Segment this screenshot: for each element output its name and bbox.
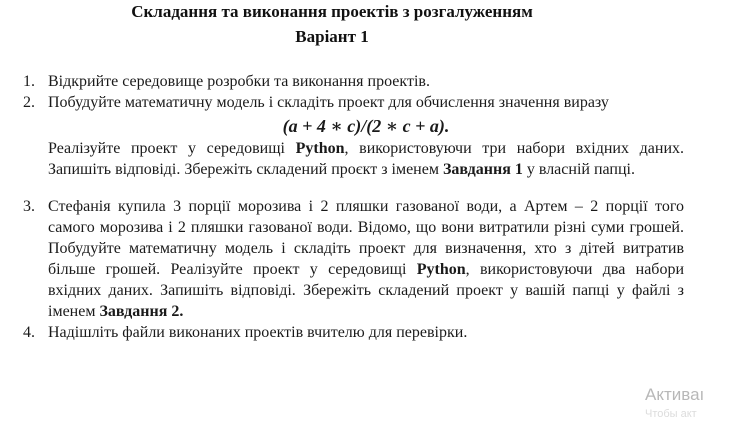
- task-number: 2.: [23, 94, 35, 111]
- python-label: Python: [416, 261, 466, 278]
- variant-heading: Варіант 1: [295, 27, 369, 46]
- task-number: 3.: [23, 198, 35, 215]
- task-text: [48, 196, 684, 322]
- project-name: Завдання 2.: [99, 303, 184, 320]
- document-title: Складання та виконання проектів з розгалуженням: [131, 2, 533, 21]
- text-fragment: Стефанія купила 3 порції морозива і 2 пляшки газованої води, а Артем – 2 порції того самого морозива і 2 пляшки газованої води. Відомо, що вони витратили різні суми грошей. Побудуйте математичну модель і складіть проект для визначення, хто з дітей витратив більше грошей. Реалізуйте проект у середовищі: [48, 198, 684, 278]
- task-intro: Побудуйте математичну модель і складіть проект для обчислення значення виразу: [48, 94, 609, 111]
- text-fragment: у власній папці.: [522, 161, 635, 178]
- python-label: Python: [295, 140, 345, 157]
- activation-watermark: Активаı: [645, 385, 705, 404]
- task-item-4: [23, 322, 684, 343]
- task-item-2: [23, 92, 684, 180]
- task-item-3: [23, 196, 684, 322]
- task-number: 4.: [23, 324, 35, 341]
- task-text: Надішліть файли виконаних проектів вчителю для перевірки.: [48, 324, 468, 341]
- task-instructions: [48, 138, 684, 180]
- task-number: 1.: [23, 73, 35, 90]
- math-formula: (a + 4 ∗ c)/(2 ∗ c + a).: [282, 116, 450, 136]
- task-item-1: [23, 71, 684, 92]
- task-list: [23, 71, 684, 343]
- text-fragment: Реалізуйте проект у середовищі: [48, 140, 296, 157]
- text-fragment: , використовуючи два набори вхідних даних. Запишіть відповіді. Збережіть складений проект у вашій папці у файлі з іменем: [48, 261, 685, 320]
- activation-watermark-subtext: Чтобы акт: [645, 408, 697, 420]
- task-text: Відкрийте середовище розробки та виконання проектів.: [48, 73, 430, 90]
- spacer: [23, 180, 684, 196]
- text-fragment: , використовуючи три набори вхідних даних. Запишіть відповіді. Збережіть складений проєкт з іменем: [48, 140, 685, 178]
- project-name: Завдання 1: [442, 161, 523, 178]
